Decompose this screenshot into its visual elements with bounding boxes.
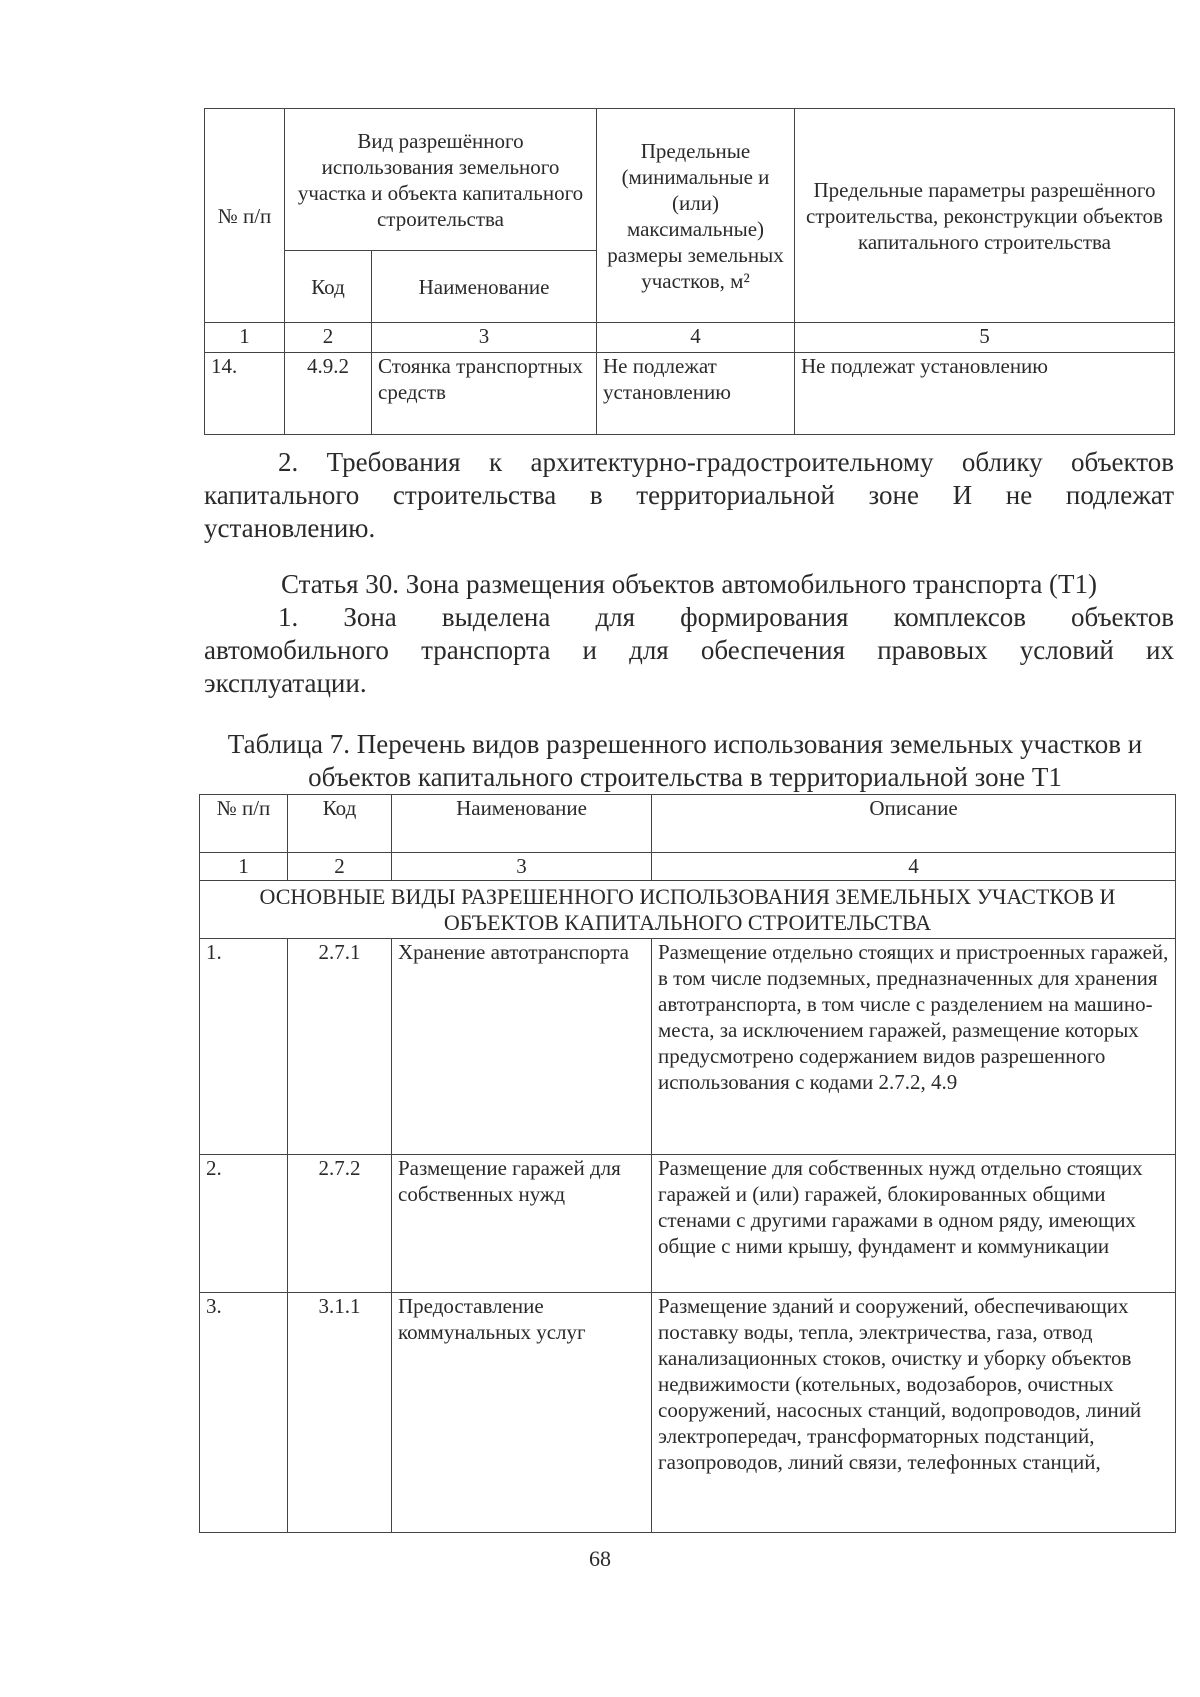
- t2-row-desc: Размещение отдельно стоящих и пристроенных гаражей, в том числе подземных, предназначенных для хранения автотранспорта, в том числе с разделением на машино-места, за исключением гаражей, размещение которых предусмотрено содержанием видов разрешенного использования с кодами 2.7.2, 4.9: [652, 939, 1176, 1155]
- t1-header-name: Наименование: [372, 251, 597, 323]
- t2-row-name: Хранение автотранспорта: [392, 939, 652, 1155]
- t2-section-header: ОСНОВНЫЕ ВИДЫ РАЗРЕШЕННОГО ИСПОЛЬЗОВАНИЯ ЗЕМЕЛЬНЫХ УЧАСТКОВ И ОБЪЕКТОВ КАПИТАЛЬНОГО СТРОИТЕЛЬСТВА: [200, 881, 1176, 939]
- t1-header-num: № п/п: [205, 109, 285, 323]
- t1-header-use-type: Вид разрешённого использования земельного участка и объекта капитального строительства: [285, 109, 597, 251]
- t1-table-row: [205, 353, 1175, 435]
- paragraph-requirements-line: 2. Требования к архитектурно-градостроительному облику объектов: [278, 447, 1174, 477]
- t1-row-sizes: Не подлежат установлению: [597, 353, 795, 435]
- permitted-uses-table: [199, 794, 1176, 1533]
- t2-index-cell: 3: [392, 853, 652, 881]
- t1-header-code: Код: [285, 251, 372, 323]
- t2-header-code: Код: [288, 795, 392, 853]
- t2-row-num: 1.: [200, 939, 288, 1155]
- t2-row-code: 3.1.1: [288, 1293, 392, 1533]
- t1-row-num: 14.: [205, 353, 285, 435]
- t2-index-cell: 1: [200, 853, 288, 881]
- t1-index-cell: 1: [205, 323, 285, 353]
- t1-index-cell: 5: [795, 323, 1175, 353]
- t2-row-num: 2.: [200, 1155, 288, 1293]
- t1-header-plot-sizes: Предельные (минимальные и (или) максимальные) размеры земельных участков, м²: [597, 109, 795, 323]
- t2-row-desc: Размещение для собственных нужд отдельно стоящих гаражей и (или) гаражей, блокированных общими стенами с другими гаражами в одном ряду, имеющих общие с ними крышу, фундамент и коммуникации: [652, 1155, 1176, 1293]
- page-number: 68: [589, 1546, 611, 1571]
- t2-row-code: 2.7.1: [288, 939, 392, 1155]
- paragraph-requirements-line: капитального строительства в территориальной зоне И не подлежат: [204, 480, 1174, 510]
- t2-row-name: Размещение гаражей для собственных нужд: [392, 1155, 652, 1293]
- table-row: [200, 939, 1176, 1155]
- t1-header-build-params: Предельные параметры разрешённого строительства, реконструкции объектов капитального строительства: [795, 109, 1175, 323]
- t2-row-code: 2.7.2: [288, 1155, 392, 1293]
- t2-header-num: № п/п: [200, 795, 288, 853]
- t2-row-num: 3.: [200, 1293, 288, 1533]
- t1-index-cell: 3: [372, 323, 597, 353]
- table-caption-line: объектов капитального строительства в территориальной зоне Т1: [308, 762, 1062, 792]
- paragraph-requirements-line: установлению.: [204, 513, 376, 543]
- t2-row-name: Предоставление коммунальных услуг: [392, 1293, 652, 1533]
- t2-header-name: Наименование: [392, 795, 652, 853]
- table-row: [200, 1155, 1176, 1293]
- table-row: [200, 1293, 1176, 1533]
- t1-row-params: Не подлежат установлению: [795, 353, 1175, 435]
- paragraph-zone-line: автомобильного транспорта и для обеспечения правовых условий их: [204, 635, 1174, 665]
- table-caption-line: Таблица 7. Перечень видов разрешенного использования земельных участков и: [227, 729, 1143, 759]
- land-use-parameters-table: [204, 108, 1175, 435]
- t1-index-cell: 4: [597, 323, 795, 353]
- t2-index-cell: 4: [652, 853, 1176, 881]
- t2-header-desc: Описание: [652, 795, 1176, 853]
- article-title: Статья 30. Зона размещения объектов автомобильного транспорта (Т1): [280, 569, 1098, 599]
- t2-row-desc: Размещение зданий и сооружений, обеспечивающих поставку воды, тепла, электричества, газа, отвод канализационных стоков, очистку и уборку объектов недвижимости (котельных, водозаборов, очистных сооружений, насосных станций, водопроводов, линий электропередач, трансформаторных подстанций, газопроводов, линий связи, телефонных станций,: [652, 1293, 1176, 1533]
- t1-row-code: 4.9.2: [285, 353, 372, 435]
- t1-index-cell: 2: [285, 323, 372, 353]
- paragraph-zone-line: 1. Зона выделена для формирования комплексов объектов: [278, 602, 1174, 632]
- t1-row-name: Стоянка транспортных средств: [372, 353, 597, 435]
- paragraph-zone-line: эксплуатации.: [204, 668, 367, 698]
- t2-index-cell: 2: [288, 853, 392, 881]
